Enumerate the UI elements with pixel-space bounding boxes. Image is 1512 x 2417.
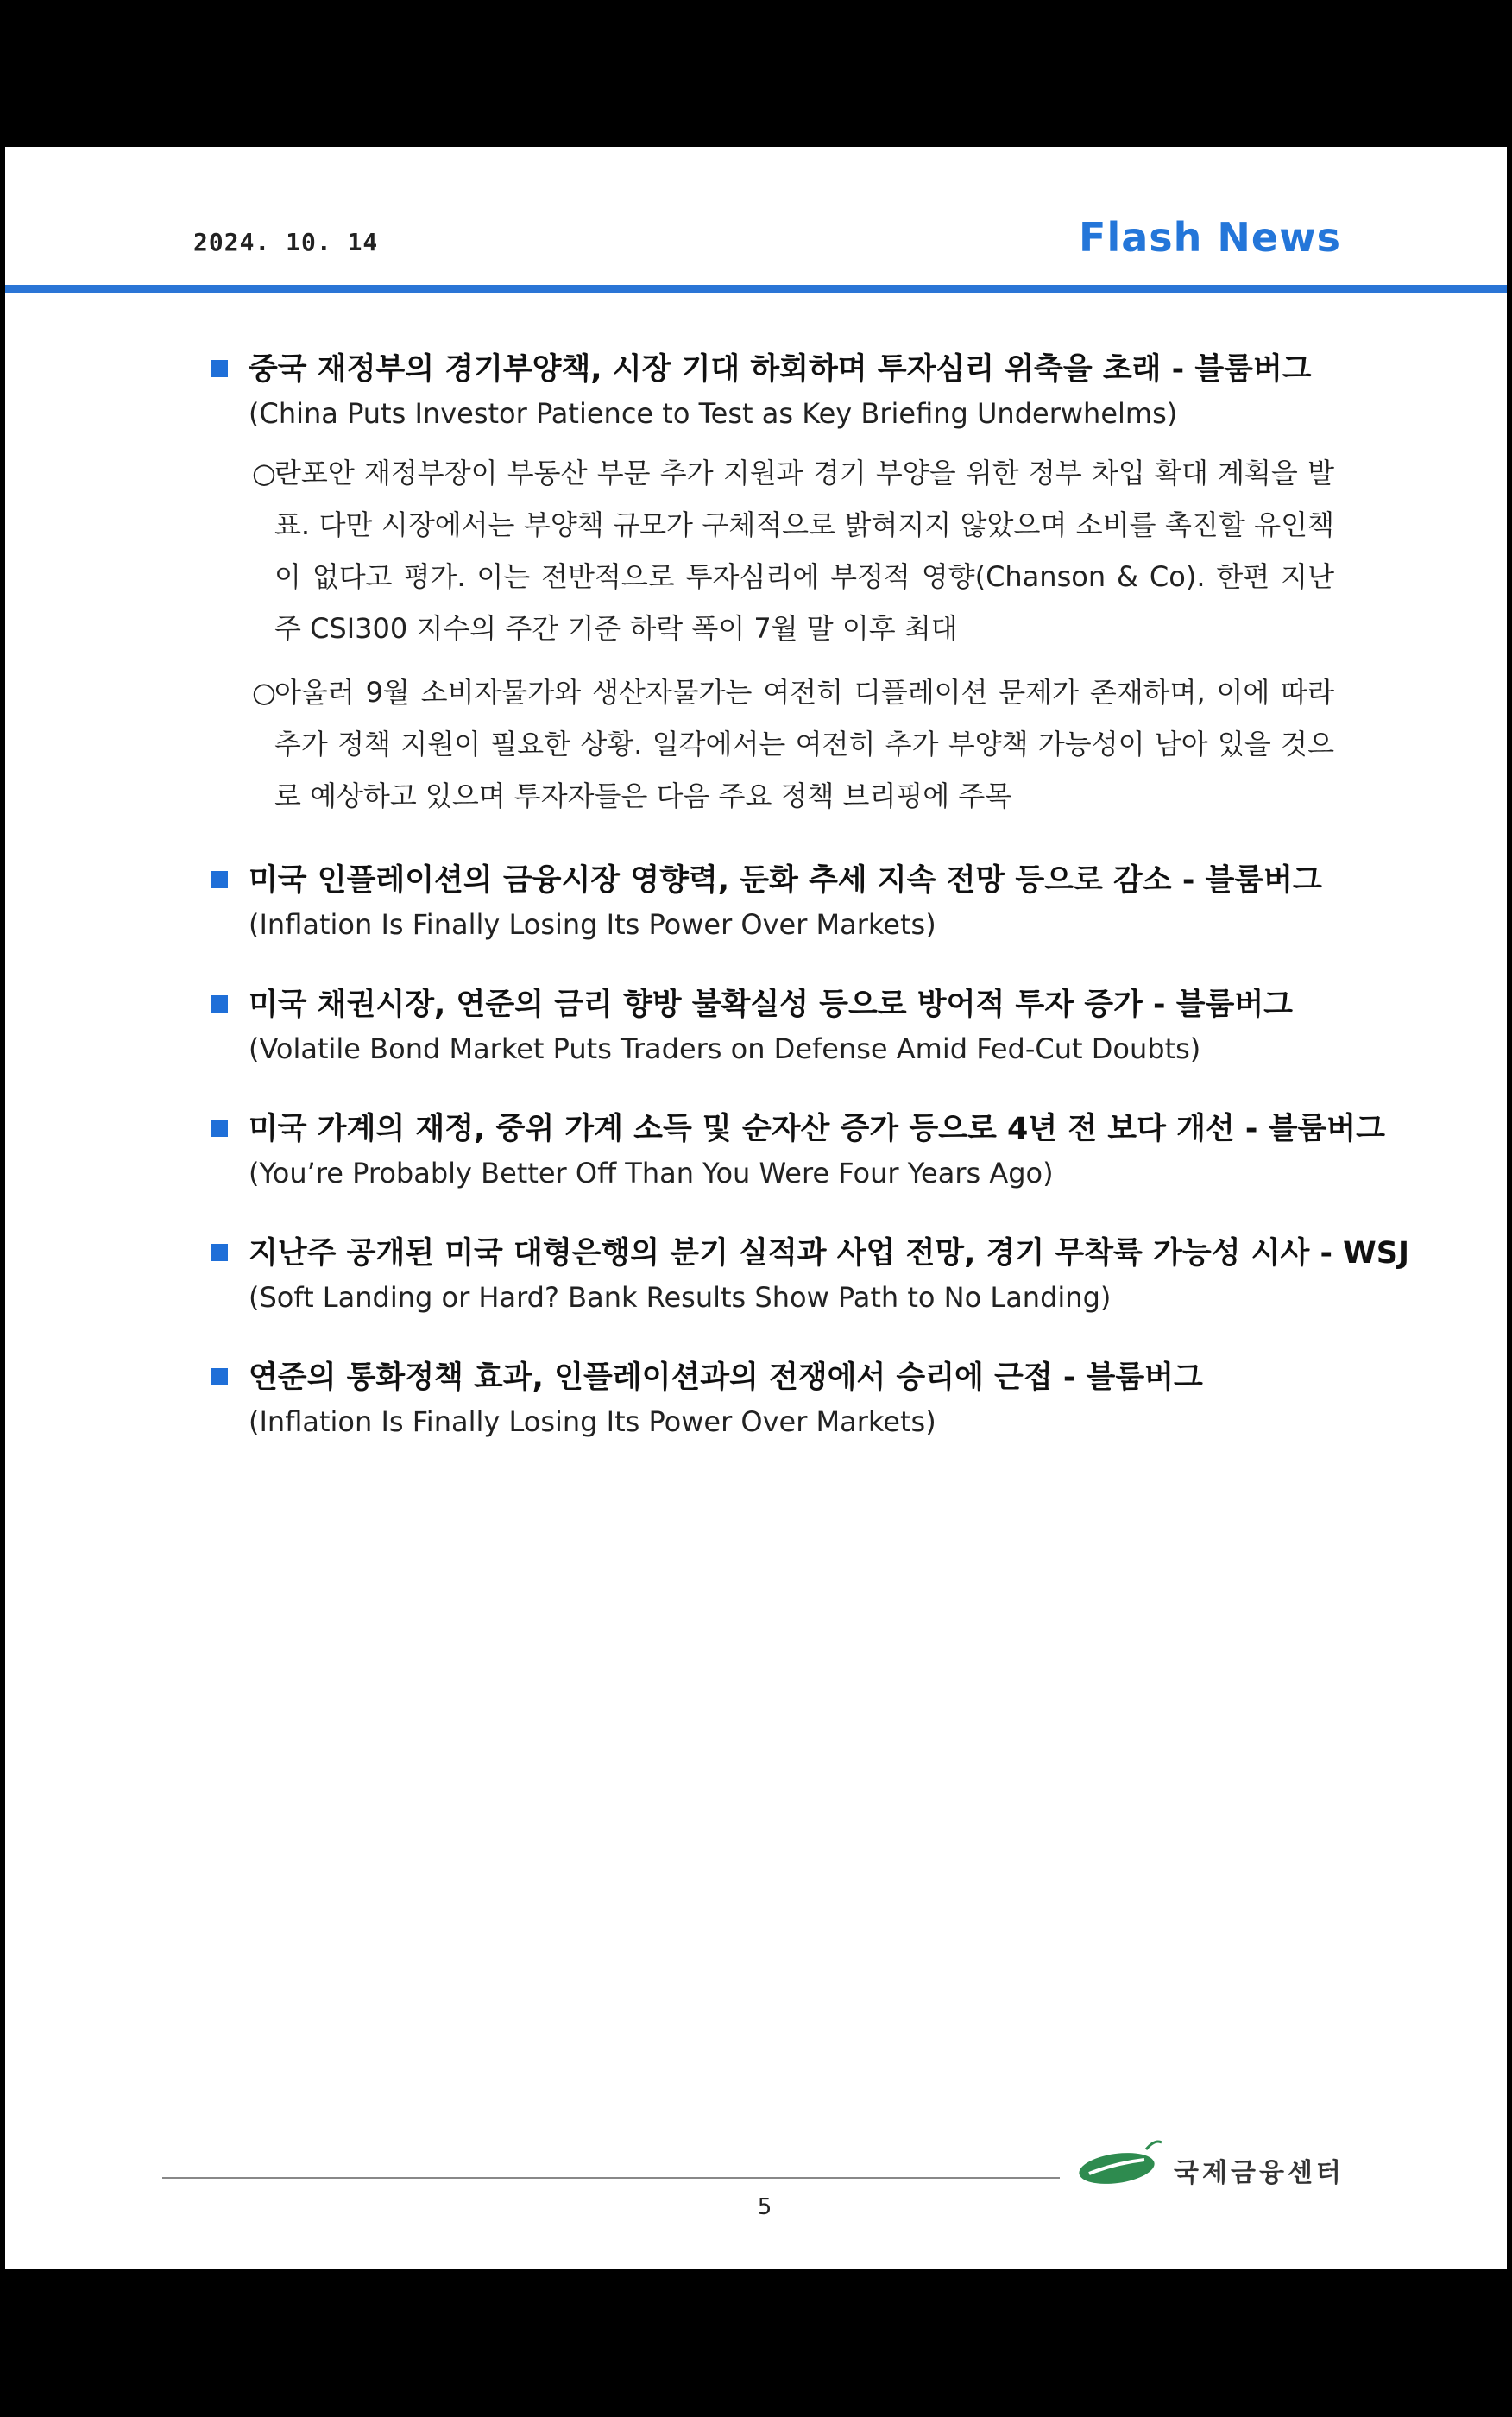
news-item-title-text: 미국 채권시장, 연준의 금리 향방 불확실성 등으로 방어적 투자 증가 - 블룸버그 [249, 988, 1293, 1022]
detail-paragraph [204, 447, 1334, 654]
square-bullet-icon [211, 1368, 228, 1385]
document-page [5, 147, 1507, 2269]
kcif-logo [1077, 2137, 1353, 2189]
circle-bullet-icon: ○ [252, 676, 276, 709]
news-item-source-title: (Inflation Is Finally Losing Its Power Over Markets) [249, 908, 936, 941]
square-bullet-icon [211, 871, 228, 888]
report-title: Flash News [1079, 214, 1341, 261]
news-item-source-title: (China Puts Investor Patience to Test as Key Briefing Underwhelms) [249, 397, 1178, 430]
header-divider [5, 285, 1507, 293]
news-item-title [204, 347, 1334, 392]
news-item-us-inflation-markets [204, 858, 1334, 946]
news-item-fed-policy [204, 1355, 1334, 1443]
detail-text: 란포안 재정부장이 부동산 부문 추가 지원과 경기 부양을 위한 정부 차입 확대 계획을 발표. 다만 시장에서는 부양책 규모가 구체적으로 밝혀지지 않았으며 소비를 촉진할 유인책이 없다고 평가. 이는 전반적으로 투자심리에 부정적 영향(Chanson & Co). 한편 지난 주 CSI300 지수의 주간 기준 하락 폭이 7월 말 이후 최대 [274, 457, 1334, 645]
news-item-title [204, 1231, 1409, 1276]
news-item-us-bank-earnings [204, 1231, 1409, 1319]
news-item-title-text: 연준의 통화정책 효과, 인플레이션과의 전쟁에서 승리에 근접 - 블룸버그 [249, 1360, 1203, 1395]
news-item-us-household-finance [204, 1107, 1385, 1195]
square-bullet-icon [211, 995, 228, 1013]
detail-paragraph [204, 666, 1334, 822]
square-bullet-icon [211, 1244, 228, 1261]
news-item-title-text: 미국 인플레이션의 금융시장 영향력, 둔화 추세 지속 전망 등으로 감소 - 블룸버그 [249, 863, 1322, 898]
news-item-us-bond-market [204, 982, 1334, 1070]
news-item-source-title: (You’re Probably Better Off Than You Were Four Years Ago) [249, 1157, 1054, 1190]
kcif-logo-text: 국제금융센터 [1174, 2158, 1345, 2188]
news-item-title-text: 지난주 공개된 미국 대형은행의 분기 실적과 사업 전망, 경기 무착륙 가능성 시사 - WSJ [249, 1236, 1409, 1271]
page-number: 5 [757, 2194, 772, 2220]
detail-text: 아울러 9월 소비자물가와 생산자물가는 여전히 디플레이션 문제가 존재하며, 이에 따라 추가 정책 지원이 필요한 상황. 일각에서는 여전히 추가 부양책 가능성이 남아 있을 것으로 예상하고 있으며 투자자들은 다음 주요 정책 브리핑에 주목 [274, 676, 1334, 812]
news-item-source-title: (Soft Landing or Hard? Bank Results Show Path to No Landing) [249, 1281, 1112, 1314]
news-item-details [204, 447, 1334, 822]
footer-divider [162, 2177, 1060, 2179]
report-date: 2024. 10. 14 [193, 228, 379, 256]
news-item-title-text: 미국 가계의 재정, 중위 가계 소득 및 순자산 증가 등으로 4년 전 보다 개선 - 블룸버그 [249, 1112, 1385, 1146]
news-item-title [204, 1355, 1334, 1400]
square-bullet-icon [211, 1120, 228, 1137]
circle-bullet-icon: ○ [252, 457, 276, 489]
news-item-china-stimulus [204, 347, 1334, 822]
news-item-title-text: 중국 재정부의 경기부양책, 시장 기대 하회하며 투자심리 위축을 초래 - 블룸버그 [249, 352, 1312, 387]
kcif-logo-icon [1077, 2137, 1163, 2189]
news-item-title [204, 858, 1334, 903]
news-list [204, 347, 1409, 1480]
news-item-title [204, 1107, 1385, 1152]
news-item-source-title: (Volatile Bond Market Puts Traders on Defense Amid Fed-Cut Doubts) [249, 1032, 1201, 1065]
news-item-source-title: (Inflation Is Finally Losing Its Power Over Markets) [249, 1405, 936, 1438]
news-item-title [204, 982, 1334, 1027]
square-bullet-icon [211, 360, 228, 377]
